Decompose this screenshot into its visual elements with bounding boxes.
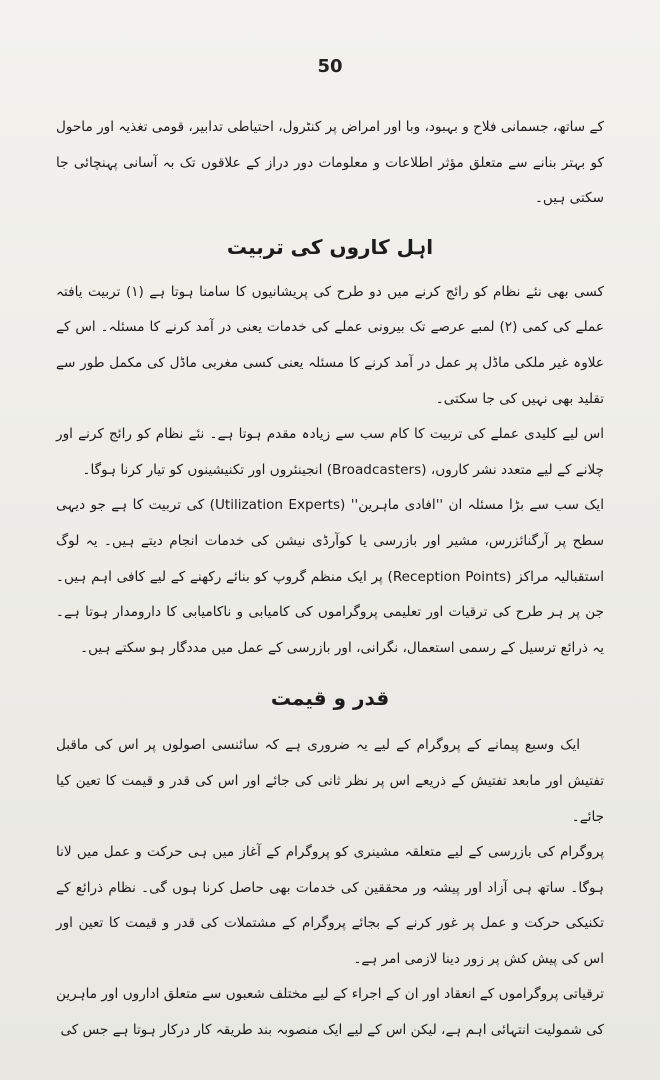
- paragraph: ایک سب سے بڑا مسئلہ ان ''افادی ماہرین'' (Utilization Experts) کی تربیت کا ہے جو دیہی سطح پر آرگنائزرس، مشیر اور بازرسی یا کوآرڈی نیشن کی خدمات انجام دیتے ہیں۔ یہ لوگ استقبالیہ مراکز (Reception Points) پر ایک منظم گروپ کو بنائے رکھنے کے لیے کافی اہم ہیں۔ جن پر ہر طرح کی ترقیات اور تعلیمی پروگراموں کی کامیابی و ناکامیابی کا دارومدار ہوتا ہے۔ یہ ذرائع ترسیل کے رسمی استعمال، نگرانی، اور بازرسی کے عمل میں مددگار ہو سکتے ہیں۔: [56, 497, 604, 656]
- paragraph: کسی بھی نئے نظام کو رائج کرنے میں دو طرح کی پریشانیوں کا سامنا ہوتا ہے (۱) تربیت یافتہ عملے کی کمی (۲) لمبے عرصے تک بیرونی عملے کی خدمات یعنی در آمد کرنے کا مسئلہ۔ اس کے علاوہ غیر ملکی ماڈل پر عمل در آمد کرنے کا مسئلہ یعنی کسی مغربی ماڈل کی مکمل طور سے تقلید بھی نہیں کی جا سکتی۔: [56, 283, 604, 407]
- paragraph: پروگرام کی بازرسی کے لیے متعلقہ مشینری کو پروگرام کے آغاز میں ہی حرکت و عمل میں لانا ہوگا۔ ساتھ ہی آزاد اور پیشہ ور محققین کی خدمات بھی حاصل کرنا ہوں گی۔ نظام ذرائع کے تکنیکی حرکت و عمل پر غور کرنے کے بجائے پروگرام کے مشتملات کی قدر و قیمت کا تعین اور اس کی پیش کش پر زور دینا لازمی امر ہے۔: [56, 844, 604, 967]
- section-heading-evaluation: قدر و قیمت: [270, 686, 390, 711]
- page-body: [56, 110, 604, 1049]
- intro-paragraph: کے ساتھ، جسمانی فلاح و بہبود، وبا اور امراض پر کنٹرول، احتیاطی تدابیر، قومی تغذیہ اور ماحول کو بہتر بنانے سے متعلق مؤثر اطلاعات و معلومات دور دراز کے علاقوں تک بہ آسانی پہنچائی جا سکتی ہیں۔: [56, 119, 604, 207]
- paragraph: اس لیے کلیدی عملے کی تربیت کا کام سب سے زیادہ مقدم ہوتا ہے۔ نئے نظام کو رائج کرنے اور چلانے کے لیے متعدد نشر کاروں، (Broadcasters) انجینئروں اور تکنیشینوں کو تیار کرنا ہوگا۔: [56, 426, 604, 478]
- paragraph: ایک وسیع پیمانے کے پروگرام کے لیے یہ ضروری ہے کہ سائنسی اصولوں پر اس کی ماقبل تفتیش اور مابعد تفتیش کے ذریعے اس پر نظر ثانی کی جائے اور اس کی قدر و قیمت کا تعین کیا جائے۔: [56, 737, 604, 825]
- paragraph: ترقیاتی پروگراموں کے انعقاد اور ان کے اجراء کے لیے مختلف شعبوں سے متعلق اداروں اور ماہرین کی شمولیت انتہائی اہم ہے، لیکن اس کے لیے ایک منصوبہ بند طریقہ کار درکار ہوتا ہے جس کی: [56, 986, 604, 1039]
- section-heading-staff-training: اہل کاروں کی تربیت: [226, 234, 434, 259]
- page-number: 50: [317, 56, 343, 77]
